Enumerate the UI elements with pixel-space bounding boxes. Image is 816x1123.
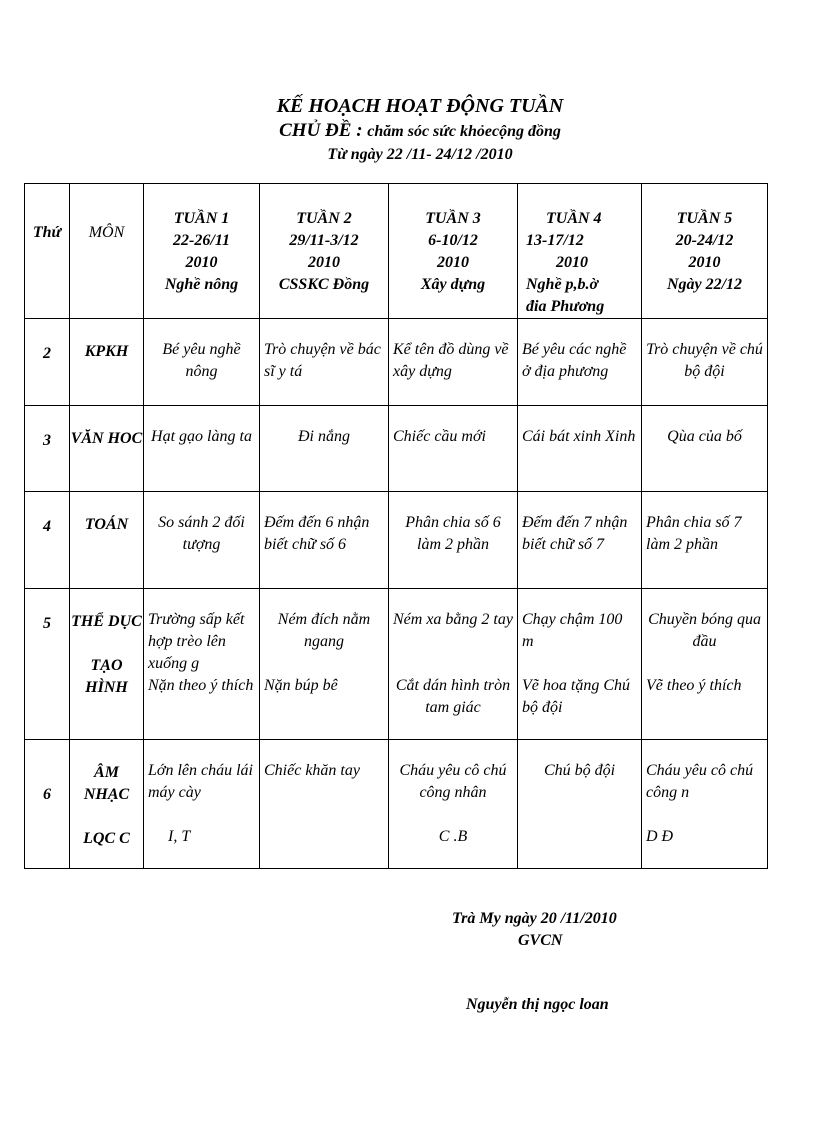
activity-secondary: D Đ	[646, 828, 674, 845]
week-topic: Ngày 22/12	[666, 276, 743, 293]
document-title: KẾ HOẠCH HOẠT ĐỘNG TUẦN	[276, 95, 564, 117]
activity-primary: Trường sấp kết hợp trèo lên xuống g	[148, 611, 245, 672]
week-2-header	[260, 184, 389, 319]
table-header-row	[25, 184, 768, 319]
subject-primary: ÂM NHẠC	[83, 764, 130, 803]
week-1-header	[144, 184, 260, 319]
activity-cell: Bé yêu các nghề ở địa phương	[518, 319, 642, 406]
activity-primary: Chiếc khăn tay	[264, 762, 360, 779]
week-year: 2010	[437, 254, 469, 271]
table-row	[25, 492, 768, 589]
week-label: TUẦN 4	[546, 210, 602, 227]
table-row	[25, 319, 768, 406]
activity-secondary: I, T	[168, 828, 191, 845]
theme-label: CHỦ ĐỀ :	[279, 120, 363, 141]
table-row	[25, 589, 768, 740]
activity-secondary: Vẽ theo ý thích	[646, 677, 742, 694]
week-dates: 22-26/11	[173, 232, 230, 249]
activity-cell: Phân chia số 7 làm 2 phần	[642, 492, 768, 589]
week-topic: Xây dựng	[420, 276, 486, 293]
week-3-header	[389, 184, 518, 319]
week-year: 2010	[308, 254, 340, 271]
col-day-header: Thứ	[25, 184, 70, 319]
activity-secondary: C .B	[438, 828, 468, 845]
activity-primary: Ném xa bằng 2 tay	[393, 611, 513, 628]
week-label: TUẦN 3	[425, 210, 481, 227]
activity-cell: Đi nắng	[260, 406, 389, 492]
day-number: 3	[25, 406, 70, 492]
activity-cell: Chiếc cầu mới	[389, 406, 518, 492]
activity-cell	[389, 740, 518, 869]
activity-primary: Cháu yêu cô chú công n	[646, 762, 754, 801]
activity-cell	[260, 589, 389, 740]
week-dates: 20-24/12	[675, 232, 734, 249]
day-number: 2	[25, 319, 70, 406]
week-dates: 6-10/12	[428, 232, 478, 249]
subject-name	[70, 589, 144, 740]
week-label: TUẦN 5	[676, 210, 733, 227]
activity-cell: Đếm đến 7 nhận biết chữ số 7	[518, 492, 642, 589]
subject-primary: THỂ DỤC	[71, 613, 142, 630]
activity-cell: Trò chuyện về chú bộ đội	[642, 319, 768, 406]
col-subject-header: MÔN	[70, 184, 144, 319]
theme-line	[0, 120, 816, 142]
activity-primary: Ném đích nằm ngang	[277, 611, 371, 650]
date-range: Từ ngày 22 /11- 24/12 /2010	[327, 146, 513, 163]
week-label: TUẦN 1	[173, 210, 230, 227]
activity-primary: Chạy chậm 100 m	[522, 611, 623, 650]
activity-primary: Cháu yêu cô chú công nhân	[399, 762, 507, 801]
signature-role: GVCN	[518, 932, 563, 949]
theme-value: chăm sóc sức khỏecộng đồng	[367, 123, 561, 140]
week-topic: Nghề p,b.ờ	[526, 276, 599, 293]
activity-primary: Chuyền bóng qua đầu	[648, 611, 761, 650]
activity-secondary: Nặn theo ý thích	[148, 677, 254, 694]
activity-cell: Cái bát xinh Xinh	[518, 406, 642, 492]
activity-cell: Trò chuyện về bác sĩ y tá	[260, 319, 389, 406]
signature-place-date: Trà My ngày 20 /11/2010	[452, 910, 617, 927]
activity-cell	[518, 589, 642, 740]
subject-name: KPKH	[70, 319, 144, 406]
activity-primary: Lớn lên cháu lái máy cày	[148, 762, 253, 801]
table-row	[25, 740, 768, 869]
activity-cell: Kể tên đồ dùng về xây dựng	[389, 319, 518, 406]
activity-cell: Qùa của bố	[642, 406, 768, 492]
activity-cell	[642, 589, 768, 740]
week-label: TUẦN 2	[296, 210, 352, 227]
activity-cell	[260, 740, 389, 869]
week-5-header	[642, 184, 768, 319]
activity-cell: Đếm đến 6 nhận biết chữ số 6	[260, 492, 389, 589]
activity-cell	[389, 589, 518, 740]
week-topic: CSSKC Đồng	[278, 276, 370, 293]
weekly-plan-table	[24, 183, 768, 869]
week-year: 2010	[185, 254, 218, 271]
week-topic: Nghề nông	[164, 276, 239, 293]
subject-secondary: LQC C	[83, 830, 130, 847]
activity-cell: Phân chia số 6 làm 2 phần	[389, 492, 518, 589]
activity-cell	[144, 740, 260, 869]
activity-cell	[144, 589, 260, 740]
activity-secondary: Vẽ hoa tặng Chú bộ đội	[522, 677, 630, 716]
activity-primary: Chú bộ đội	[543, 762, 616, 779]
subject-secondary: TẠO HÌNH	[85, 657, 128, 696]
subject-name: VĂN HOC	[70, 406, 144, 492]
week-4-header	[518, 184, 642, 319]
week-topic-line-2: đia Phương	[526, 298, 605, 315]
day-number: 4	[25, 492, 70, 589]
table-row	[25, 406, 768, 492]
subject-name	[70, 740, 144, 869]
week-dates: 13-17/12	[526, 232, 584, 249]
signature-name: Nguyễn thị ngọc loan	[466, 996, 609, 1013]
activity-cell: Bé yêu nghề nông	[144, 319, 260, 406]
week-dates: 29/11-3/12	[289, 232, 359, 249]
subject-name: TOÁN	[70, 492, 144, 589]
activity-cell	[642, 740, 768, 869]
activity-secondary: Nặn búp bê	[264, 677, 338, 694]
activity-cell: So sánh 2 đối tượng	[144, 492, 260, 589]
week-year: 2010	[556, 254, 588, 271]
day-number: 6	[25, 740, 70, 869]
day-number: 5	[25, 589, 70, 740]
week-year: 2010	[688, 254, 721, 271]
activity-cell: Hạt gạo làng ta	[144, 406, 260, 492]
activity-secondary: Cắt dán hình tròn tam giác	[395, 677, 511, 716]
activity-cell	[518, 740, 642, 869]
